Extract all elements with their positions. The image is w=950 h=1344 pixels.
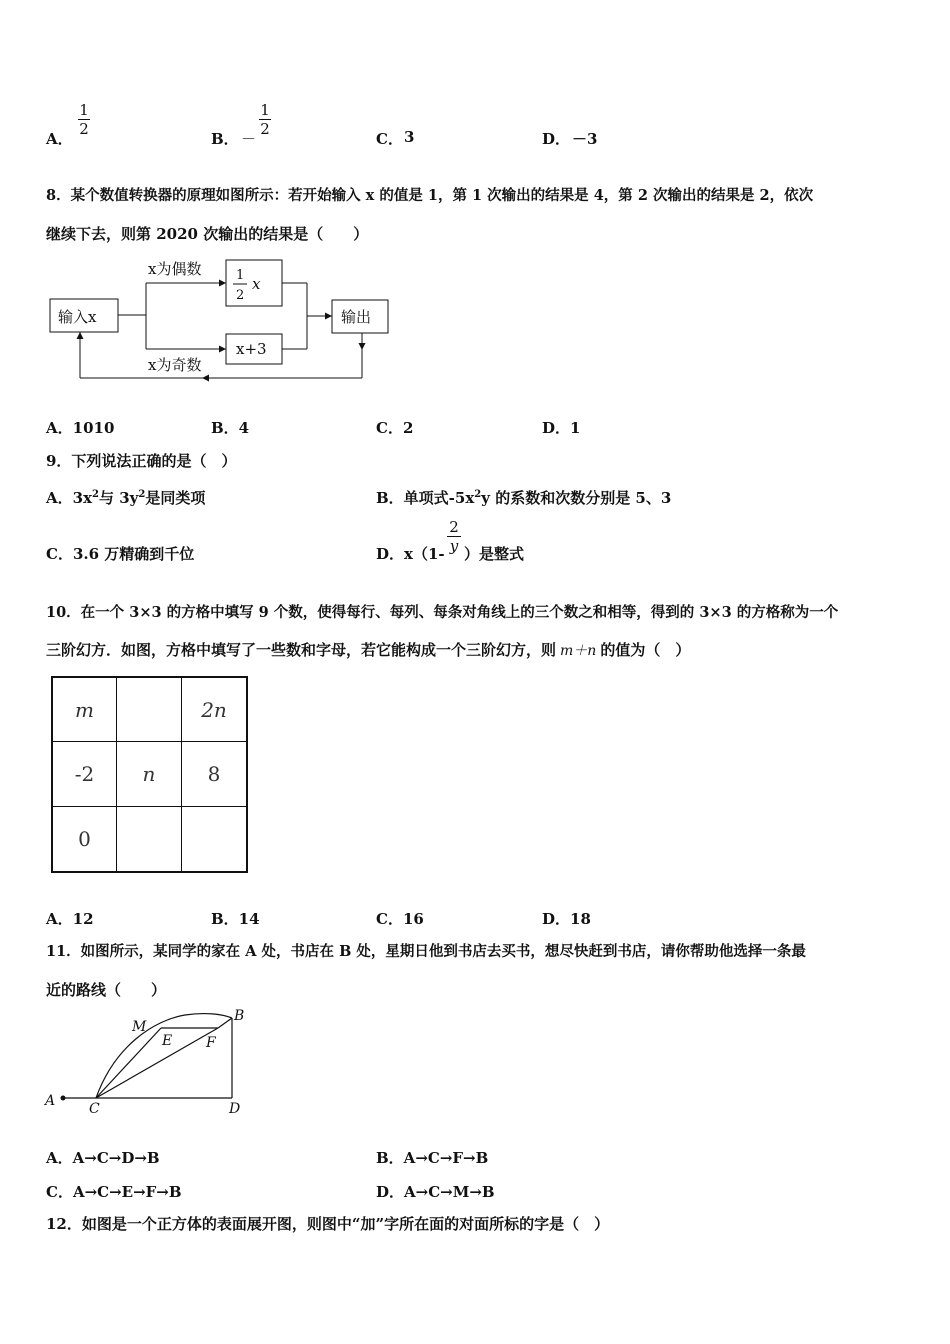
half-denominator: 2	[236, 288, 245, 303]
q7-option-b-sign: －	[241, 130, 257, 148]
label-m: M	[132, 1019, 147, 1035]
q11-option-c: C．A→C→E→F→B	[46, 1183, 182, 1201]
q9-a-exponent: 2	[138, 489, 146, 500]
fraction-denominator: 2	[79, 120, 89, 138]
arrowhead	[325, 313, 332, 320]
q10-option-b: B．14	[211, 910, 260, 928]
grid-cell	[117, 807, 182, 871]
q8-converter-diagram	[40, 252, 400, 387]
q9-option-d-fraction	[446, 518, 462, 555]
q11-option-b: B．A→C→F→B	[376, 1149, 489, 1167]
q8-option-b: B．4	[211, 419, 250, 437]
label-e: E	[162, 1033, 173, 1049]
fraction-numerator: 1	[260, 101, 270, 119]
q12-stem: 12．如图是一个正方体的表面展开图，则图中“加”字所在面的对面所标的字是（ ）	[46, 1215, 610, 1233]
q11-option-a: A．A→C→D→B	[46, 1149, 160, 1167]
arrowhead	[202, 375, 209, 382]
arrowhead	[219, 346, 226, 353]
grid-cell: 2n	[182, 678, 246, 742]
input-box-label: 输入x	[58, 308, 97, 326]
plus-box-label: x+3	[236, 340, 267, 358]
q10-stem-line2	[46, 640, 690, 661]
q8-stem-line2: 继续下去，则第 2020 次输出的结果是（ ）	[46, 225, 369, 243]
fraction-numerator: 2	[449, 518, 459, 536]
label-c: C	[89, 1101, 100, 1117]
even-condition-label: x为偶数	[148, 260, 202, 278]
q8-option-a: A．1010	[46, 419, 115, 437]
q8-option-c: C．2	[376, 419, 414, 437]
grid-cell: m	[53, 678, 117, 742]
label-a: A	[45, 1093, 56, 1109]
label-f: F	[206, 1035, 216, 1051]
grid-cell	[117, 678, 182, 742]
segment-fb	[218, 1018, 232, 1028]
fraction-numerator: 1	[79, 101, 89, 119]
fraction-denominator: 2	[260, 120, 270, 138]
q9-option-c: C．3.6 万精确到千位	[46, 545, 195, 563]
q9-a-part: 与 3y	[99, 489, 139, 507]
q10-stem-text: 的值为（ ）	[600, 641, 691, 659]
half-variable: x	[252, 275, 261, 293]
q11-option-d: D．A→C→M→B	[376, 1183, 495, 1201]
q11-stem-line2: 近的路线（ ）	[46, 981, 167, 999]
q7-option-d-letter: D．	[542, 130, 571, 148]
label-b: B	[234, 1008, 245, 1024]
q9-a-part: 是同类项	[145, 489, 206, 507]
segment-ce	[96, 1028, 161, 1098]
q9-option-b	[376, 485, 671, 508]
q10-option-a: A．12	[46, 910, 94, 928]
fraction-denominator: y	[449, 537, 459, 555]
output-box-label: 输出	[341, 308, 372, 326]
q7-option-c-value: 3	[404, 128, 415, 146]
grid-cell: 8	[182, 742, 246, 807]
label-d: D	[229, 1101, 241, 1117]
q10-option-c: C．16	[376, 910, 424, 928]
magic-square-grid	[51, 676, 248, 873]
arc-cmb	[96, 1014, 232, 1098]
q11-stem-line1: 11．如图所示，某同学的家在 A 处，书店在 B 处，星期日他到书店去买书，想尽快赶到书店，请你帮助他选择一条最	[46, 943, 806, 960]
q9-stem: 9．下列说法正确的是（ ）	[46, 452, 237, 470]
arrowhead	[77, 332, 84, 339]
q9-option-a	[46, 485, 205, 508]
grid-cell: 0	[53, 807, 117, 871]
q9-option-d-suffix: ）是整式	[464, 545, 525, 563]
q8-option-d: D．1	[542, 419, 581, 437]
arrowhead	[359, 343, 366, 350]
grid-cell	[182, 807, 246, 871]
q7-option-c-letter: C．	[376, 130, 403, 148]
q9-b-part: B．单项式-5x	[376, 489, 475, 507]
arrowhead	[219, 280, 226, 287]
q10-stem-line1: 10．在一个 3×3 的方格中填写 9 个数，使得每行、每列、每条对角线上的三个数之和相等，得到的 3×3 的方格称为一个	[46, 604, 839, 621]
q10-stem-text: 三阶幻方．如图，方格中填写了一些数和字母，若它能构成一个三阶幻方，则	[46, 641, 557, 659]
odd-condition-label: x为奇数	[148, 356, 202, 374]
q9-option-d-prefix: D．x（1-	[376, 545, 445, 563]
q9-a-exponent: 2	[92, 489, 99, 500]
point-a	[61, 1096, 66, 1101]
grid-cell: n	[117, 742, 182, 807]
q9-b-exponent: 2	[474, 489, 482, 500]
q7-option-d-value: －3	[572, 130, 598, 148]
q7-option-b-letter: B．	[211, 130, 239, 148]
q8-stem-line1: 8．某个数值转换器的原理如图所示：若开始输入 x 的值是 1，第 1 次输出的结果是 4，第 2 次输出的结果是 2，依次	[46, 187, 814, 204]
q9-a-part: A．3x	[46, 489, 93, 507]
grid-cell: -2	[53, 742, 117, 807]
q11-route-diagram	[40, 1005, 260, 1120]
q7-option-a-fraction	[76, 101, 92, 138]
q10-expression: m＋n	[560, 643, 597, 659]
q7-option-a-letter: A．	[46, 130, 73, 148]
q10-option-d: D．18	[542, 910, 591, 928]
q7-option-b-fraction	[257, 101, 273, 138]
q9-b-part: y 的系数和次数分别是 5、3	[481, 489, 672, 507]
half-numerator: 1	[236, 268, 245, 283]
